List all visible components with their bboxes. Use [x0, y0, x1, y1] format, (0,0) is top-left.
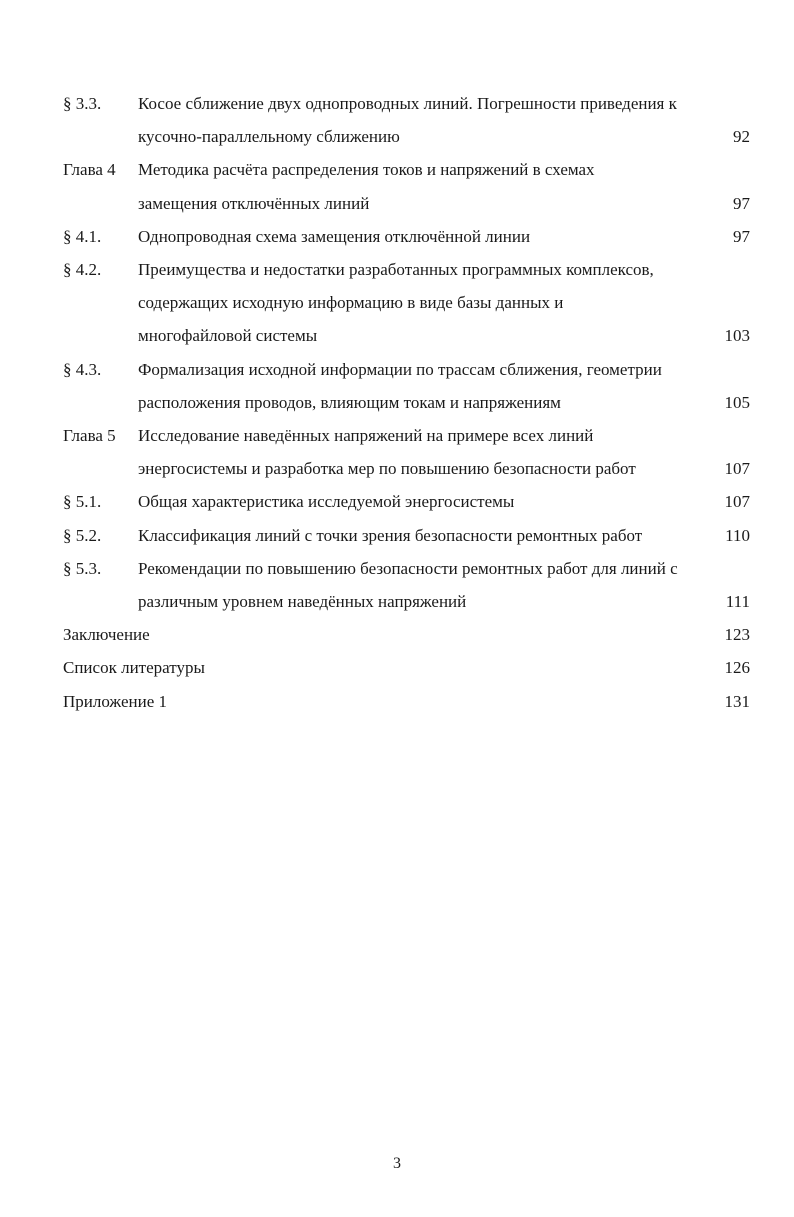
toc-entry-title: Приложение 1: [63, 691, 167, 711]
toc-entry-title: Рекомендации по повышению безопасности ремонтных работ для линий с различным уровнем наведённых напряжений: [138, 558, 678, 612]
toc-entry: [63, 353, 750, 419]
toc-entry-number: § 5.3.: [63, 558, 102, 578]
toc-entry: [63, 220, 750, 253]
toc-entry-page: 123: [724, 625, 750, 645]
toc-entry-number: § 4.2.: [63, 260, 102, 280]
toc-entry-page: 103: [724, 326, 750, 346]
toc-entry: [63, 253, 750, 353]
toc-entry-page: 131: [724, 691, 750, 711]
page-number: 3: [393, 1155, 401, 1172]
toc-entry-title: Список литературы: [63, 658, 205, 678]
toc-entry-number: § 5.1.: [63, 492, 102, 512]
toc-entry: [63, 419, 750, 485]
toc-back-matter-entry: [63, 618, 750, 651]
toc-entry: [63, 485, 750, 518]
toc-back-matter-entry: [63, 651, 750, 684]
toc-entry: [63, 519, 750, 552]
toc-entry-page: 97: [733, 226, 750, 246]
toc-entry-number: Глава 4: [63, 160, 116, 180]
toc-entry-page: 110: [725, 525, 750, 545]
toc-entry-title: Формализация исходной информации по трассам сближения, геометрии расположения проводов, влияющим токам и напряжениям: [138, 359, 662, 412]
toc-entry-number: § 3.3.: [63, 94, 102, 113]
toc-entry-page: 97: [733, 193, 750, 213]
toc-entry-title: Косое сближение двух однопроводных линий. Погрешности приведения к кусочно-параллельному сближению: [138, 94, 677, 147]
table-of-contents: [63, 87, 750, 718]
toc-entry-page: 107: [724, 459, 750, 479]
toc-entry-title: Исследование наведённых напряжений на примере всех линий энергосистемы и разработка мер по повышению безопасности работ: [138, 426, 636, 479]
toc-entry-page: 126: [724, 658, 750, 678]
toc-entry-number: § 5.2.: [63, 525, 102, 545]
toc-back-matter-entry: [63, 685, 750, 718]
toc-entry-title: Общая характеристика исследуемой энергосистемы: [138, 492, 515, 512]
toc-entry: [63, 153, 750, 219]
toc-entry-page: 107: [724, 492, 750, 512]
toc-entry-title: Однопроводная схема замещения отключённой линии: [138, 226, 531, 246]
toc-entry-number: § 4.3.: [63, 359, 102, 379]
toc-entry-number: Глава 5: [63, 426, 116, 446]
toc-entry-page: 111: [725, 592, 750, 612]
toc-entry: [63, 552, 750, 618]
toc-entry-title: Заключение: [63, 625, 150, 645]
toc-entry-page: 92: [733, 127, 750, 147]
toc-entry-number: § 4.1.: [63, 226, 102, 246]
toc-entry-page: 105: [724, 392, 750, 412]
toc-entry-title: Преимущества и недостатки разработанных программных комплексов, содержащих исходную информацию в виде базы данных и многофайловой системы: [138, 260, 654, 346]
toc-entry-title: Методика расчёта распределения токов и напряжений в схемах замещения отключённых линий: [138, 160, 595, 213]
toc-entry-title: Классификация линий с точки зрения безопасности ремонтных работ: [138, 525, 643, 545]
toc-entry: [63, 87, 750, 153]
